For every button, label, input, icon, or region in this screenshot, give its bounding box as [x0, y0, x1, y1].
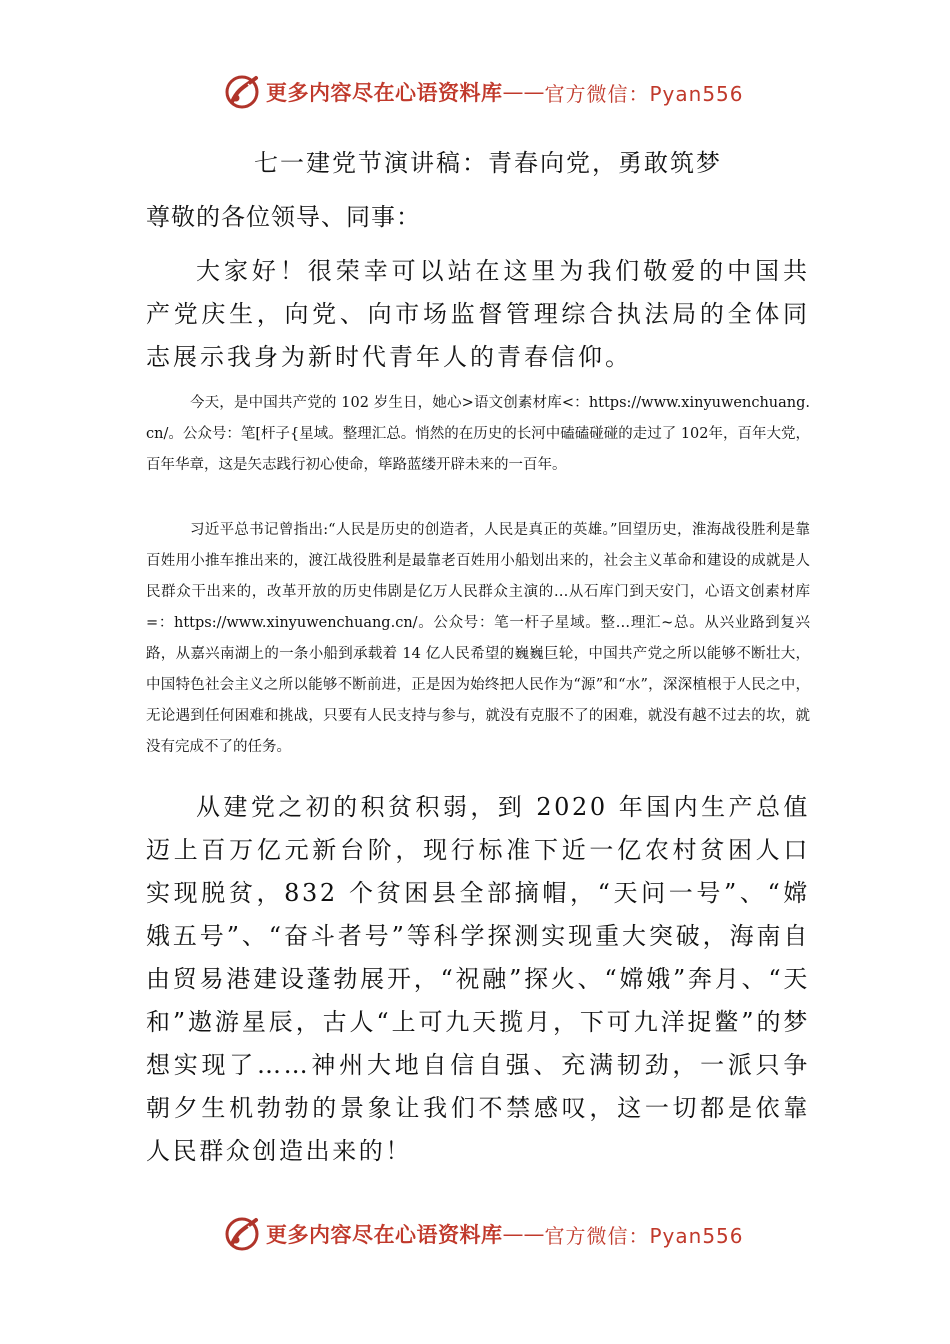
footer-banner [222, 1212, 744, 1256]
brush-logo-icon [222, 1214, 262, 1254]
header-banner [222, 70, 744, 114]
banner-contact-text: 官方微信：Pyan556 [544, 1223, 744, 1248]
paragraph-achievements: 从建党之初的积贫积弱，到 2020 年国内生产总值迈上百万亿元新台阶，现行标准下近一亿农村贫困人口实现脱贫，832 个贫困县全部摘帽，“天问一号”、“嫦娥五号”、“奋斗者号”等科学探测实现重大突破，海南自由贸易港建设蓬勃展开，“祝融”探火、“嫦娥”奔月、“天和”遨游星辰，古人“上可九天揽月，下可九洋捉鳖”的梦想实现了……神州大地自信自强、充满韧劲，一派只争朝夕生机勃勃的景象让我们不禁感叹，这一切都是依靠人民群众创造出来的！ [146, 793, 810, 1165]
banner-dash: —— [502, 1222, 545, 1246]
paragraph-opening: 大家好！很荣幸可以站在这里为我们敬爱的中国共产党庆生，向党、向市场监督管理综合执法局的全体同志展示我身为新时代青年人的青春信仰。 [146, 257, 810, 371]
banner-brand-text: 更多内容尽在心语资料库 [266, 81, 503, 105]
paragraph-history: 习近平总书记曾指出:“人民是历史的创造者，人民是真正的英雄。”回望历史，淮海战役胜利是靠百姓用小推车推出来的，渡江战役胜利是最靠老百姓用小船划出来的，社会主义革命和建设的成就是人民群众干出来的，改革开放的历史伟剧是亿万人民群众主演的…从石库门到天安门，心语文创素材库=：https://www.xinyuwenchuang.cn/。公众号：笔一杆子星域。整…理汇~总。从兴业路到复兴路，从嘉兴南湖上的一条小船到承载着 14 亿人民希望的巍巍巨轮，中国共产党之所以能够不断壮大，中国特色社会主义之所以能够不断前进，正是因为始终把人民作为“源”和“水”，深深植根于人民之中，无论遇到任何困难和挑战，只要有人民支持与参与，就没有克服不了的困难，就没有越不过去的坎，就没有完成不了的任务。 [146, 522, 810, 755]
banner-contact-text: 官方微信：Pyan556 [544, 81, 744, 106]
page-title: 七一建党节演讲稿：青春向党，勇敢筑梦 [254, 149, 722, 177]
greeting: 尊敬的各位领导、同事： [146, 203, 421, 231]
paragraph-anniversary: 今天，是中国共产党的 102 岁生日，她心>语文创素材库<：https://www.xinyuwenchuang.cn/。公众号：笔[杆子{星域。整理汇总。悄然的在历史的长河中磕磕碰碰的走过了 102年，百年大党，百年华章，这是矢志践行初心使命，筚路蓝缕开辟未来的一百年。 [146, 395, 811, 473]
banner-brand-text: 更多内容尽在心语资料库 [266, 1223, 503, 1247]
banner-dash: —— [502, 80, 545, 104]
brush-logo-icon [222, 72, 262, 112]
